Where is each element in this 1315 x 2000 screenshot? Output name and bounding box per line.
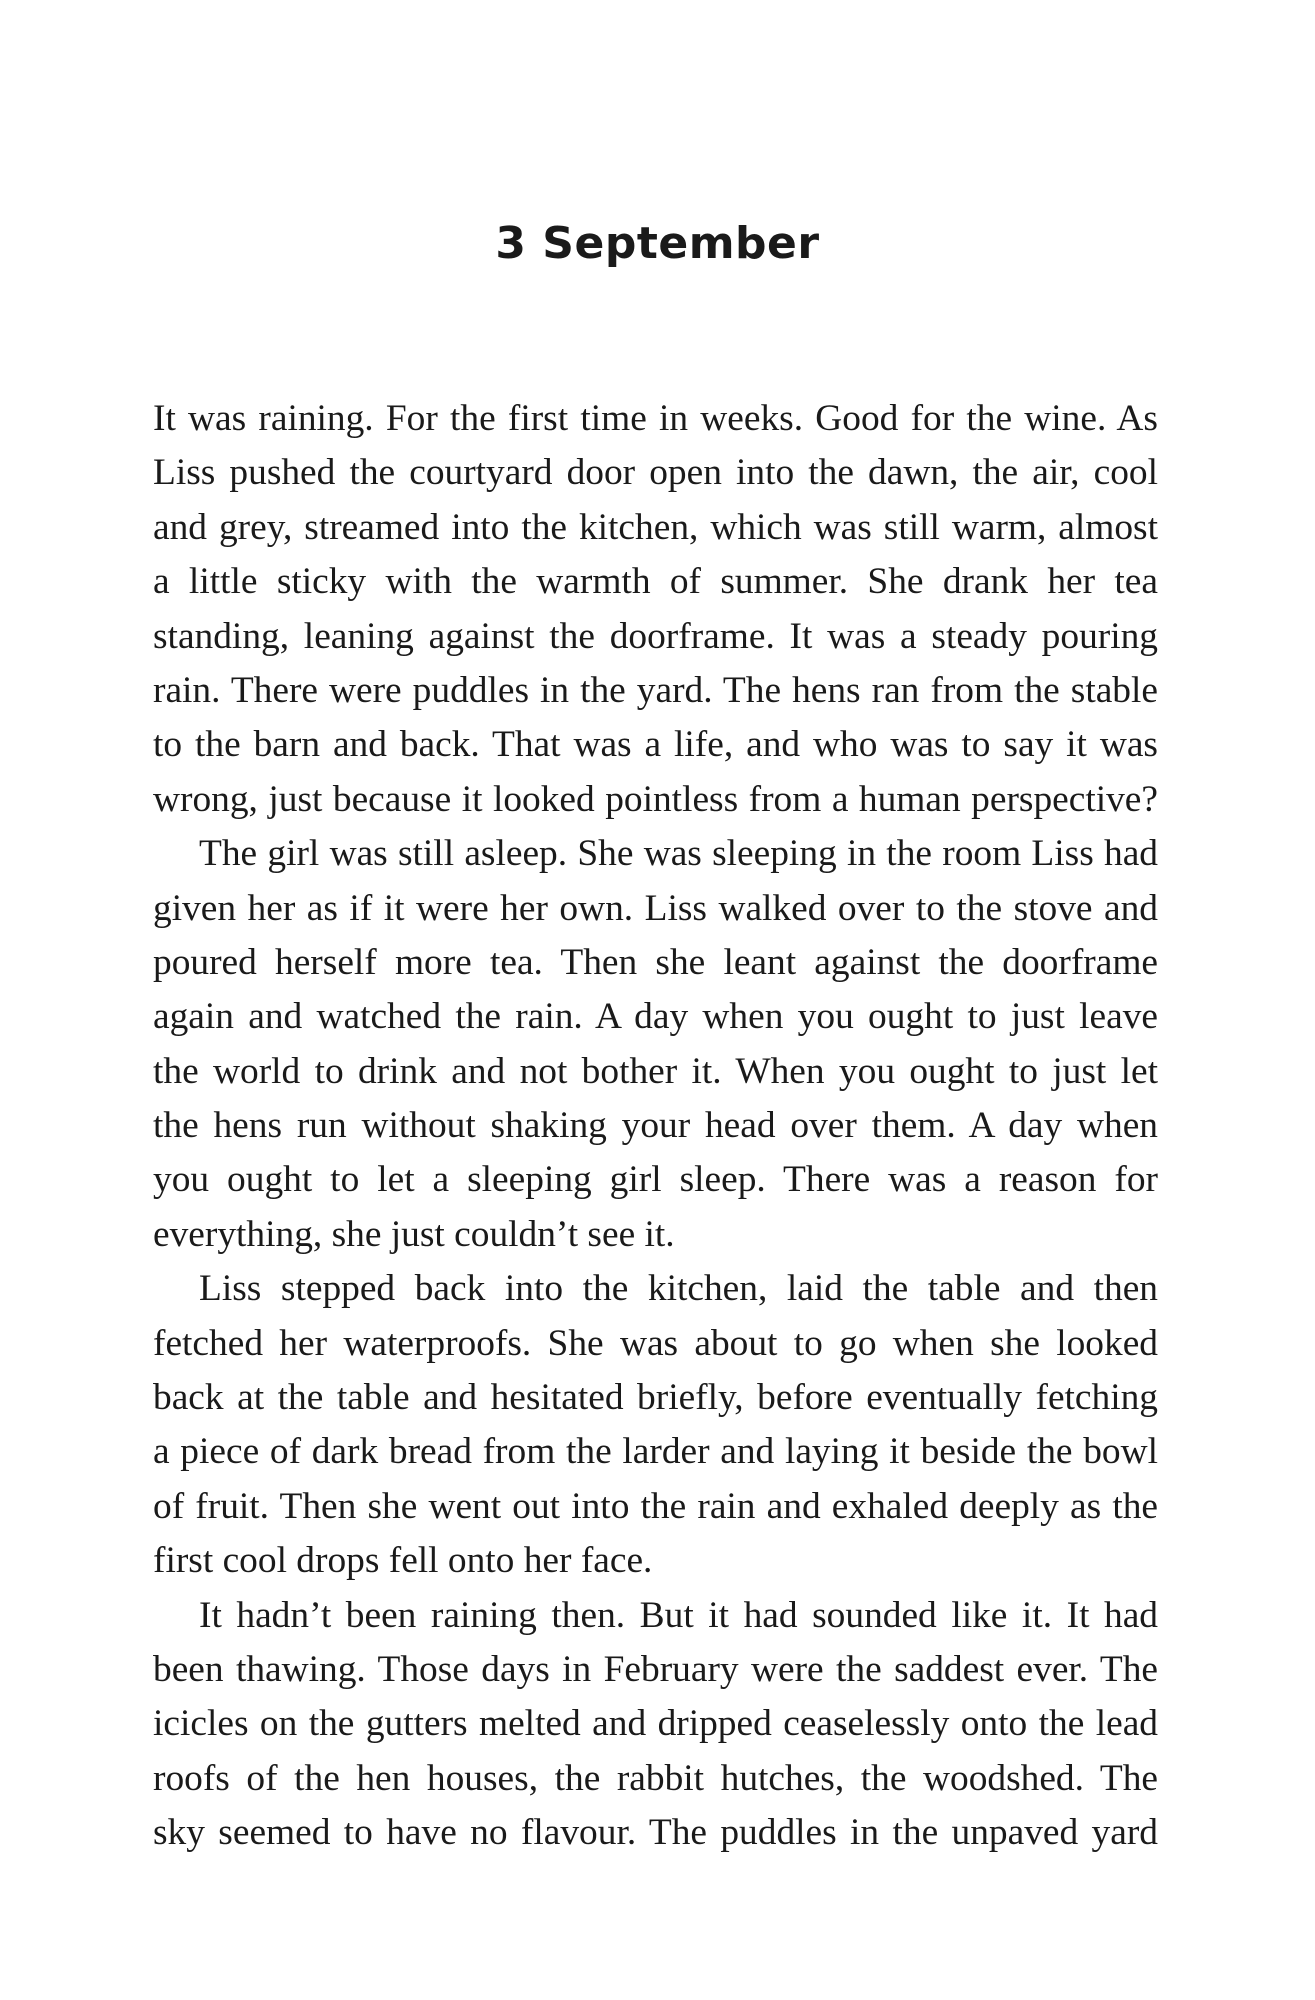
body-text <box>153 392 1158 1861</box>
text-line: It was raining. For the first time in weeks. Good for the wine. As <box>153 398 1158 439</box>
text-line: again and watched the rain. A day when you ought to just leave <box>153 996 1158 1038</box>
text-line: first cool drops fell onto her face. <box>153 1540 653 1582</box>
text-line: a piece of dark bread from the larder and laying it beside the bowl <box>153 1431 1158 1473</box>
text-line: It hadn’t been raining then. But it had sounded like it. It had <box>199 1594 1158 1636</box>
paragraph <box>153 827 1158 1262</box>
text-line: the hens run without shaking your head over them. A day when <box>153 1105 1158 1147</box>
text-line: rain. There were puddles in the yard. The hens ran from the stable <box>153 669 1158 711</box>
text-line: sky seemed to have no flavour. The puddles in the unpaved yard <box>153 1812 1158 1854</box>
chapter-title: 3 September <box>495 218 820 269</box>
text-line: and grey, streamed into the kitchen, which was still warm, almost <box>153 506 1158 548</box>
text-line: back at the table and hesitated briefly, before eventually fetching <box>153 1377 1158 1419</box>
text-line: you ought to let a sleeping girl sleep. There was a reason for <box>153 1159 1158 1201</box>
text-line: Liss pushed the courtyard door open into the dawn, the air, cool <box>153 452 1158 494</box>
text-line: been thawing. Those days in February were the saddest ever. The <box>153 1648 1158 1690</box>
text-line: fetched her waterproofs. She was about to go when she looked <box>153 1322 1158 1364</box>
text-line: everything, she just couldn’t see it. <box>153 1213 675 1255</box>
text-line: given her as if it were her own. Liss walked over to the stove and <box>153 887 1158 929</box>
text-line: wrong, just because it looked pointless from a human perspective? <box>153 778 1158 820</box>
paragraph <box>153 1589 1158 1861</box>
text-line: poured herself more tea. Then she leant against the doorframe <box>153 941 1158 983</box>
text-line: The girl was still asleep. She was sleeping in the room Liss had <box>199 833 1158 875</box>
text-line: Liss stepped back into the kitchen, laid the table and then <box>199 1268 1158 1310</box>
text-line: the world to drink and not bother it. When you ought to just let <box>153 1050 1158 1092</box>
paragraph <box>153 1262 1158 1588</box>
text-line: of fruit. Then she went out into the rain and exhaled deeply as the <box>153 1485 1158 1527</box>
text-line: roofs of the hen houses, the rabbit hutches, the woodshed. The <box>153 1757 1158 1799</box>
paragraph <box>153 392 1158 827</box>
text-line: to the barn and back. That was a life, and who was to say it was <box>153 724 1158 766</box>
text-line: icicles on the gutters melted and dripped ceaselessly onto the lead <box>153 1703 1158 1745</box>
text-line: a little sticky with the warmth of summer. She drank her tea <box>153 561 1158 603</box>
text-line: standing, leaning against the doorframe. It was a steady pouring <box>153 615 1158 657</box>
